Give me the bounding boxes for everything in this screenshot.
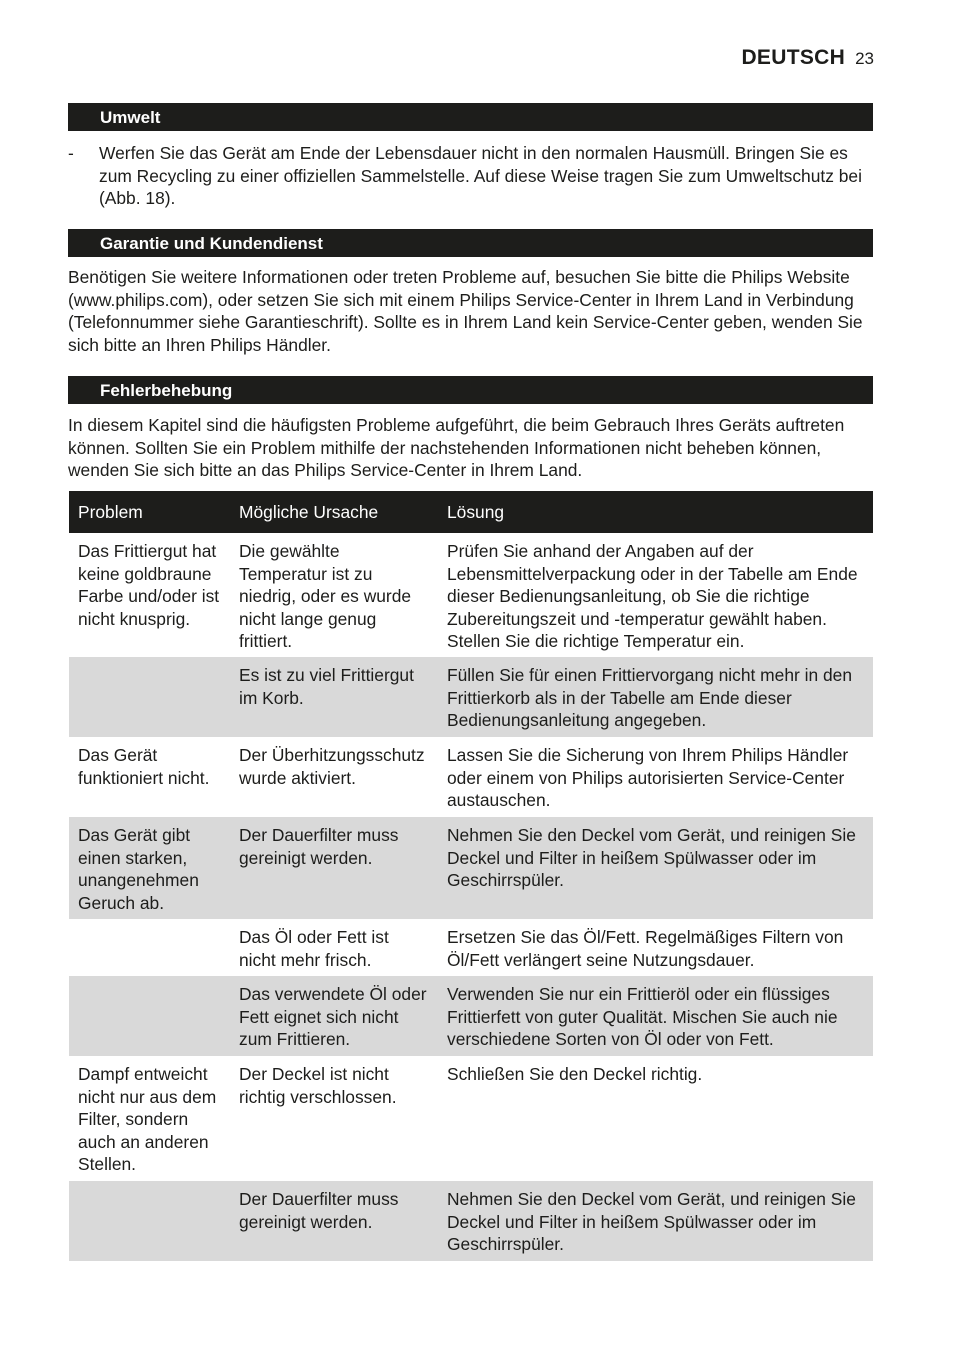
- cell-cause: Die gewählte Temperatur ist zu niedrig, oder es wurde nicht lange genug frittiert.: [239, 541, 412, 652]
- table-row: [69, 976, 873, 1056]
- cell-solution: Füllen Sie für einen Frittiervorgang nicht mehr in den Frittierkorb als in der Tabelle am Ende dieser Bedienungsanleitung angegeben.: [438, 657, 873, 737]
- page-number: 23: [855, 49, 874, 68]
- cell-problem: Dampf entweicht nicht nur aus dem Filter, sondern auch an anderen Stellen.: [78, 1064, 217, 1175]
- cell-cause: Der Überhitzungsschutz wurde aktiviert.: [239, 745, 425, 788]
- cell-cause: Das Öl oder Fett ist nicht mehr frisch.: [239, 927, 389, 970]
- cell-solution: Schließen Sie den Deckel richtig.: [447, 1064, 703, 1084]
- section-heading-fehlerbehebung: Fehlerbehebung: [68, 376, 873, 404]
- cell-problem: [69, 657, 230, 737]
- section-heading-umwelt: Umwelt: [68, 103, 873, 131]
- troubleshooting-table: [69, 491, 873, 1261]
- table-row: [69, 737, 873, 817]
- bullet-dash: -: [68, 143, 74, 163]
- cell-solution: Lassen Sie die Sicherung von Ihrem Philips Händler oder einem von Philips autorisierten Service-Center austauschen.: [447, 745, 849, 811]
- cell-solution: Verwenden Sie nur ein Frittieröl oder ein flüssiges Frittierfett von guter Qualität. Mischen Sie auch nie verschiedene Sorten von Öl oder von Fett.: [438, 976, 873, 1056]
- language-label: DEUTSCH: [741, 46, 846, 69]
- cell-solution: Prüfen Sie anhand der Angaben auf der Lebensmittelverpackung oder in der Tabelle am Ende dieser Bedienungsanleitung, ob Sie die richtige Zubereitungszeit und -temperatur gewählt haben. Stellen Sie die richtige Temperatur ein.: [447, 541, 858, 652]
- cell-problem: Das Gerät funktioniert nicht.: [78, 745, 210, 788]
- table-header-row: [69, 491, 873, 533]
- fehlerbehebung-paragraph: In diesem Kapitel sind die häufigsten Probleme aufgeführt, die beim Gebrauch Ihres Geräts auftreten können. Sollten Sie ein Problem mithilfe der nachstehenden Informationen nicht beheben können, wenden Sie sich bitte an das Philips Service-Center in Ihrem Land.: [68, 415, 845, 481]
- table-row: [69, 657, 873, 737]
- cell-cause: Es ist zu viel Frittiergut im Korb.: [230, 657, 438, 737]
- umwelt-bullet-text: Werfen Sie das Gerät am Ende der Lebensdauer nicht in den normalen Hausmüll. Bringen Sie es zum Recycling zu einer offiziellen Sammelstelle. Auf diese Weise tragen Sie zum Umweltschutz bei (Abb. 18).: [99, 143, 862, 209]
- header-problem: Problem: [69, 491, 230, 533]
- table-row: [69, 533, 873, 657]
- cell-cause: Der Deckel ist nicht richtig verschlossen.: [239, 1064, 397, 1107]
- page-header: [741, 46, 874, 76]
- table-row: [69, 1056, 873, 1181]
- umwelt-bullet: [68, 142, 874, 212]
- garantie-paragraph: Benötigen Sie weitere Informationen oder treten Probleme auf, besuchen Sie bitte die Philips Website (www.philips.com), oder setzen Sie sich mit einem Philips Service-Center in Ihrem Land in Verbindung (Telefonnummer siehe Garantieschrift). Sollte es in Ihrem Land kein Service-Center geben, wenden Sie sich bitte an Ihren Philips Händler.: [68, 267, 863, 355]
- table-row: [69, 1181, 873, 1261]
- cell-solution: Ersetzen Sie das Öl/Fett. Regelmäßiges Filtern von Öl/Fett verlängert seine Nutzungsdauer.: [447, 927, 844, 970]
- cell-cause: Der Dauerfilter muss gereinigt werden.: [230, 1181, 438, 1261]
- cell-problem: Das Gerät gibt einen starken, unangenehmen Geruch ab.: [69, 817, 230, 919]
- cell-solution: Nehmen Sie den Deckel vom Gerät, und reinigen Sie Deckel und Filter in heißem Spülwasser oder im Geschirrspüler.: [438, 817, 873, 919]
- table-row: [69, 919, 873, 976]
- cell-problem: [69, 976, 230, 1056]
- cell-solution: Nehmen Sie den Deckel vom Gerät, und reinigen Sie Deckel und Filter in heißem Spülwasser oder im Geschirrspüler.: [438, 1181, 873, 1261]
- cell-cause: Das verwendete Öl oder Fett eignet sich nicht zum Frittieren.: [230, 976, 438, 1056]
- cell-problem: [69, 1181, 230, 1261]
- section-heading-garantie: Garantie und Kundendienst: [68, 229, 873, 257]
- cell-cause: Der Dauerfilter muss gereinigt werden.: [230, 817, 438, 919]
- cell-problem: [69, 919, 230, 976]
- header-cause: Mögliche Ursache: [230, 491, 438, 533]
- table-row: [69, 817, 873, 919]
- header-solution: Lösung: [438, 491, 873, 533]
- cell-problem: Das Frittiergut hat keine goldbraune Farbe und/oder ist nicht knusprig.: [78, 541, 220, 629]
